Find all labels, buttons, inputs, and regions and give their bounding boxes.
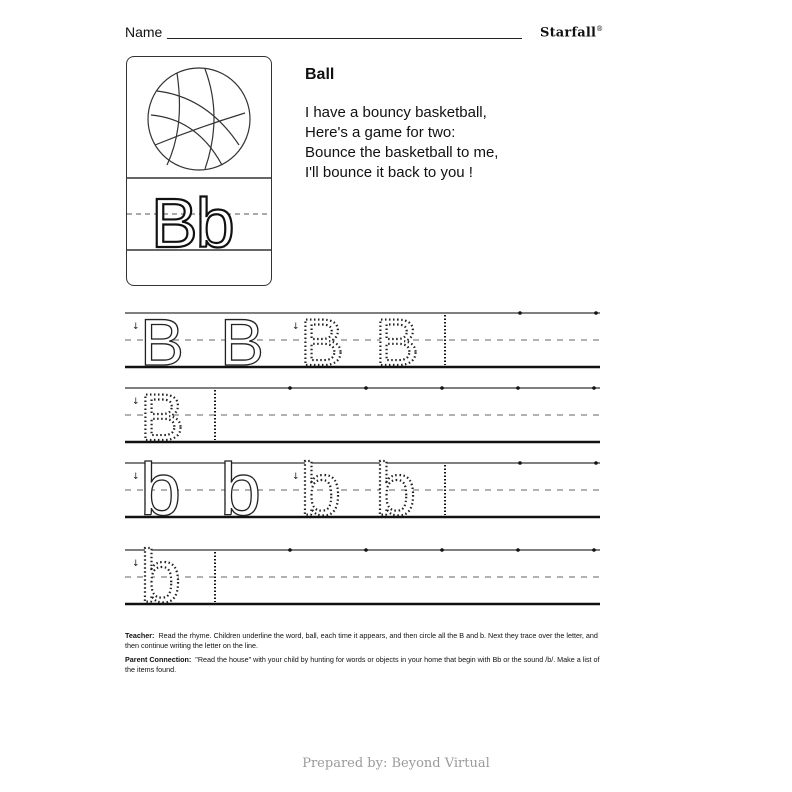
- start-dot: [594, 311, 598, 315]
- model-letter: b: [220, 448, 262, 531]
- poem-title: Ball: [305, 66, 335, 83]
- teacher-note: [125, 631, 610, 651]
- teacher-label: Teacher:: [125, 631, 155, 640]
- poem-line: Here's a game for two:: [305, 124, 456, 141]
- start-dot: [594, 461, 598, 465]
- poem-line: Bounce the basketball to me,: [305, 144, 499, 161]
- start-dot: [518, 311, 522, 315]
- start-dot: [592, 386, 596, 390]
- model-letter: B: [220, 305, 265, 379]
- parent-text: "Read the house" with your child by hunting for words or objects in your home that begin with Bb or the sound /b/. Make a list of the items found.: [125, 655, 600, 674]
- start-dot: [592, 548, 596, 552]
- start-dot: [518, 461, 522, 465]
- model-letter: B: [140, 305, 185, 379]
- model-letter: b: [140, 448, 182, 531]
- brand-mark: ®: [596, 25, 604, 33]
- stroke-arrow-icon: ↓: [132, 472, 140, 482]
- model-letter: B: [300, 305, 345, 379]
- teacher-text: Read the rhyme. Children underline the word, ball, each time it appears, and then circle all the B and b. Next they trace over the letter, and then continue writing the letter on the line.: [125, 631, 598, 650]
- start-dot: [516, 386, 520, 390]
- model-letter: b: [300, 448, 342, 531]
- parent-note: [125, 655, 610, 675]
- start-dot: [288, 548, 292, 552]
- start-dot: [440, 386, 444, 390]
- stroke-arrow-icon: ↓: [132, 397, 140, 407]
- poem-line: I have a bouncy basketball,: [305, 104, 487, 121]
- stroke-arrow-icon: ↓: [132, 559, 140, 569]
- poem-line: I'll bounce it back to you !: [305, 164, 473, 181]
- parent-label: Parent Connection:: [125, 655, 192, 664]
- start-dot: [288, 386, 292, 390]
- start-dot: [364, 386, 368, 390]
- stroke-arrow-icon: ↓: [292, 322, 300, 332]
- card-letters: Bb: [151, 184, 233, 262]
- model-letter: b: [140, 535, 182, 618]
- instructions: [125, 631, 610, 679]
- footer-credit: Prepared by: Beyond Virtual: [302, 756, 490, 771]
- start-dot: [364, 548, 368, 552]
- model-letter: b: [375, 448, 417, 531]
- stroke-arrow-icon: ↓: [132, 322, 140, 332]
- start-dot: [516, 548, 520, 552]
- stroke-arrow-icon: ↓: [292, 472, 300, 482]
- name-label: Name: [125, 24, 163, 40]
- start-dot: [440, 548, 444, 552]
- model-letter: B: [375, 305, 420, 379]
- model-letter: B: [140, 380, 185, 454]
- brand-name: Starfall: [540, 25, 597, 41]
